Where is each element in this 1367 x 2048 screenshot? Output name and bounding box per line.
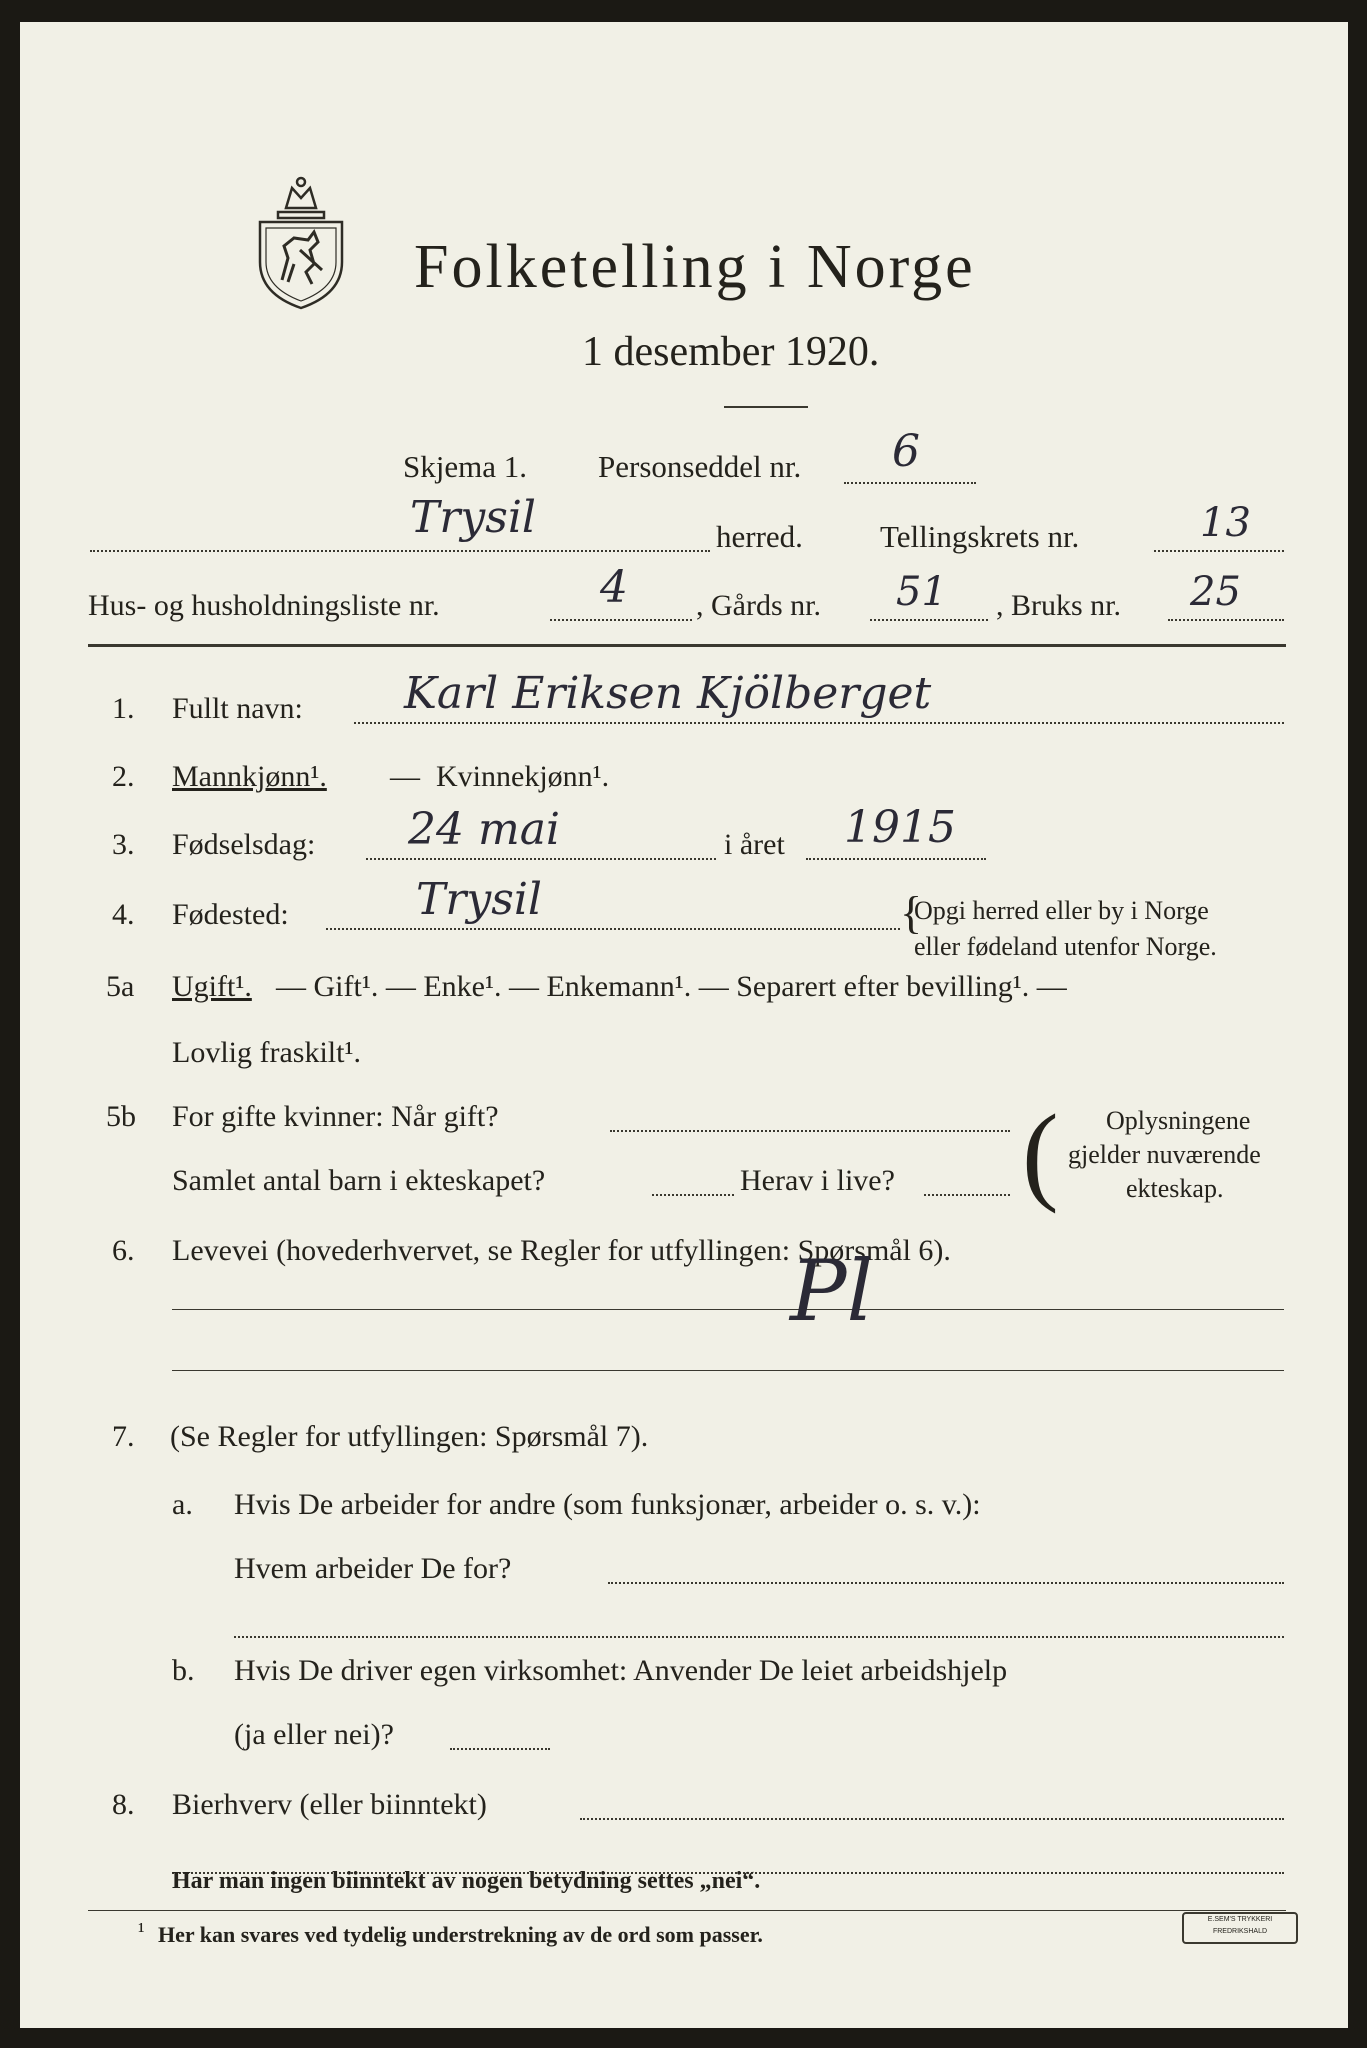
q3-year-line [806, 858, 986, 860]
tellingskrets-line [1154, 550, 1284, 552]
q2-mannkjonn: Mannkjønn¹. [172, 760, 327, 793]
q6-value: Pl [790, 1242, 874, 1340]
q7a-line1: Hvis De arbeider for andre (som funksjonær, arbeider o. s. v.): [234, 1488, 981, 1521]
q5b-note-brace: ( [1022, 1092, 1059, 1214]
q1-label: Fullt navn: [172, 692, 303, 725]
q5b-number: 5b [106, 1100, 136, 1133]
husholdning-label: Hus- og husholdningsliste nr. [88, 589, 440, 622]
tellingskrets-label: Tellingskrets nr. [880, 519, 1080, 554]
gards-label: , Gårds nr. [696, 589, 821, 622]
header-separator [88, 644, 1286, 647]
herred-value: Trysil [410, 492, 536, 543]
printer-stamp [1182, 1912, 1298, 1944]
footer-separator [88, 1910, 1286, 1911]
printer-stamp-line2: FREDRIKSHALD [1212, 1928, 1268, 1935]
q4-note-line2: eller fødeland utenfor Norge. [914, 932, 1217, 961]
q7a-line2: Hvem arbeider De for? [234, 1552, 512, 1585]
q5b-note-line2: gjelder nuværende [1068, 1140, 1261, 1169]
tellingskrets-value: 13 [1200, 500, 1251, 546]
q5a-ugift: Ugift¹. [172, 970, 252, 1003]
q7b-line2: (ja eller nei)? [234, 1718, 394, 1751]
q5b-note-line1: Oplysningene [1106, 1106, 1251, 1135]
footnote-text: Her kan svares ved tydelig understrekning av de ord som passer. [158, 1922, 763, 1947]
q3-year-value: 1915 [844, 802, 956, 853]
q7a-answer-line1 [608, 1582, 1284, 1584]
q4-line [326, 928, 900, 930]
q5a-number: 5a [106, 970, 135, 1003]
q5b-line2b: Herav i live? [740, 1164, 895, 1197]
q2-number: 2. [112, 760, 135, 793]
q7a-answer-line2 [234, 1636, 1284, 1638]
q3-year-label: i året [724, 828, 785, 861]
q7b-answer-line [450, 1748, 550, 1750]
q8-label: Bierhverv (eller biinntekt) [172, 1788, 487, 1821]
gards-line [870, 619, 988, 621]
q3-day-line [366, 858, 716, 860]
q7-number: 7. [112, 1420, 135, 1453]
q5b-note-line3: ekteskap. [1126, 1174, 1224, 1203]
q5b-alive-line [924, 1194, 1010, 1196]
personseddel-value: 6 [892, 426, 920, 477]
census-date: 1 desember 1920. [582, 329, 880, 375]
gards-value: 51 [896, 569, 947, 615]
bruks-value: 25 [1190, 569, 1241, 615]
q7a-letter: a. [172, 1488, 193, 1521]
q8-answer-line1 [580, 1818, 1284, 1820]
q3-label: Fødselsdag: [172, 828, 316, 861]
q4-value: Trysil [416, 874, 542, 925]
q5b-line2a: Samlet antal barn i ekteskapet? [172, 1164, 546, 1197]
husholdning-line [550, 619, 692, 621]
footnote-mark: ¹ [138, 1918, 145, 1943]
q7b-letter: b. [172, 1654, 195, 1687]
footer-note: Har man ingen biinntekt av nogen betydning settes „nei“. [172, 1868, 761, 1894]
q5a-options: — Gift¹. — Enke¹. — Enkemann¹. — Separert efter bevilling¹. — [276, 970, 1067, 1003]
q1-line [354, 722, 1284, 724]
q1-value: Karl Eriksen Kjölberget [404, 668, 932, 719]
personseddel-label: Personseddel nr. [598, 449, 802, 484]
q6-answer-line2 [172, 1370, 1284, 1371]
q4-label: Fødested: [172, 898, 289, 931]
q8-number: 8. [112, 1788, 135, 1821]
census-form [20, 22, 1348, 2028]
title-divider [724, 406, 808, 408]
q5b-line1: For gifte kvinner: Når gift? [172, 1100, 499, 1133]
bruks-line [1168, 619, 1284, 621]
bruks-label: , Bruks nr. [996, 589, 1122, 622]
husholdning-value: 4 [600, 562, 628, 613]
q3-day-value: 24 mai [408, 804, 561, 855]
printer-stamp-line1: E.SEM'S TRYKKERI [1207, 1916, 1273, 1923]
q5b-children-line [652, 1194, 734, 1196]
q6-label: Levevei (hovederhvervet, se Regler for utfyllingen: Spørsmål 6). [172, 1234, 951, 1267]
q4-note-brace: { [900, 887, 923, 938]
norwegian-coat-of-arms-icon [248, 172, 354, 312]
q7-label: (Se Regler for utfyllingen: Spørsmål 7). [170, 1420, 649, 1453]
q2-separator: — [390, 760, 420, 793]
schema-label: Skjema 1. [403, 449, 527, 484]
herred-label: herred. [716, 519, 803, 554]
q7b-line1: Hvis De driver egen virksomhet: Anvender De leiet arbeidshjelp [234, 1654, 1008, 1687]
q5b-when-line [610, 1130, 1010, 1132]
q6-answer-line1 [172, 1309, 1284, 1310]
personseddel-line [844, 482, 976, 484]
q3-number: 3. [112, 828, 135, 861]
q2-kvinnekjonn: Kvinnekjønn¹. [436, 760, 610, 793]
herred-line [90, 550, 710, 552]
form-title: Folketelling i Norge [414, 233, 976, 301]
q6-number: 6. [112, 1234, 135, 1267]
q5a-line2: Lovlig fraskilt¹. [172, 1036, 361, 1069]
q4-number: 4. [112, 898, 135, 931]
q1-number: 1. [112, 692, 135, 725]
q4-note-line1: Opgi herred eller by i Norge [914, 896, 1209, 925]
